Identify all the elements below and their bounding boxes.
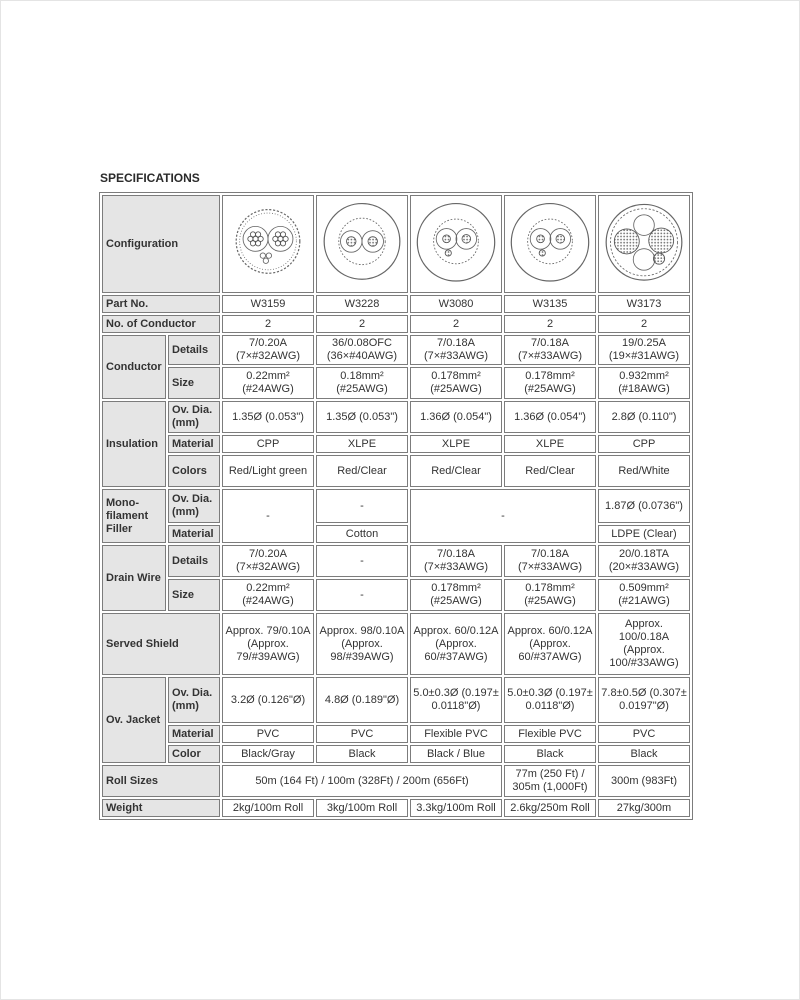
cell-configuration-w3080	[410, 195, 502, 293]
row-jacket-material	[102, 725, 690, 743]
cell-insulation-material: CPP	[222, 435, 314, 453]
section-label-ov-jacket: Ov. Jacket	[102, 677, 166, 763]
cell-insulation-colors: Red/Clear	[504, 455, 596, 487]
row-label-roll-sizes: Roll Sizes	[102, 765, 220, 797]
cell-drain-details: 7/0.20A (7×#32AWG)	[222, 545, 314, 577]
cable-cross-section-w3135-icon	[507, 198, 593, 290]
cell-part-no: W3080	[410, 295, 502, 313]
cell-jacket-ov-dia: 5.0±0.3Ø (0.197± 0.0118"Ø)	[504, 677, 596, 723]
cell-insulation-material: XLPE	[410, 435, 502, 453]
row-label-colors: Colors	[168, 455, 220, 487]
cell-served-shield: Approx. 79/0.10A (Approx. 79/#39AWG)	[222, 613, 314, 675]
row-jacket-color	[102, 745, 690, 763]
row-label-served-shield: Served Shield	[102, 613, 220, 675]
row-label-ov-dia: Ov. Dia. (mm)	[168, 489, 220, 523]
cell-no-of-conductor: 2	[222, 315, 314, 333]
row-label-ov-dia: Ov. Dia. (mm)	[168, 401, 220, 433]
cell-served-shield: Approx. 98/0.10A (Approx. 98/#39AWG)	[316, 613, 408, 675]
row-jacket-ov-dia	[102, 677, 690, 723]
cell-drain-details: 7/0.18A (7×#33AWG)	[410, 545, 502, 577]
cell-weight: 3kg/100m Roll	[316, 799, 408, 817]
cell-drain-details: 7/0.18A (7×#33AWG)	[504, 545, 596, 577]
row-label-part-no: Part No.	[102, 295, 220, 313]
row-mono-filler-ov-dia	[102, 489, 690, 523]
cell-conductor-size: 0.18mm² (#25AWG)	[316, 367, 408, 399]
row-no-of-conductor	[102, 315, 690, 333]
row-label-configuration: Configuration	[102, 195, 220, 293]
cell-jacket-material: PVC	[316, 725, 408, 743]
cell-jacket-ov-dia: 5.0±0.3Ø (0.197± 0.0118"Ø)	[410, 677, 502, 723]
row-drain-wire-size	[102, 579, 690, 611]
cell-drain-details: -	[316, 545, 408, 577]
cell-part-no: W3135	[504, 295, 596, 313]
cell-insulation-material: CPP	[598, 435, 690, 453]
cell-drain-size: 0.509mm² (#21AWG)	[598, 579, 690, 611]
page-title: SPECIFICATIONS	[100, 171, 200, 185]
cell-insulation-ov-dia: 1.36Ø (0.054")	[410, 401, 502, 433]
cell-jacket-material: Flexible PVC	[410, 725, 502, 743]
row-insulation-material	[102, 435, 690, 453]
cell-served-shield: Approx. 60/0.12A (Approx. 60/#37AWG)	[504, 613, 596, 675]
cell-jacket-color: Black	[598, 745, 690, 763]
cell-mono-filler-material-w3173: LDPE (Clear)	[598, 525, 690, 543]
cell-conductor-details: 7/0.18A (7×#33AWG)	[410, 335, 502, 365]
cell-no-of-conductor: 2	[598, 315, 690, 333]
cell-jacket-color: Black / Blue	[410, 745, 502, 763]
row-conductor-size	[102, 367, 690, 399]
row-label-details: Details	[168, 545, 220, 577]
cell-part-no: W3173	[598, 295, 690, 313]
row-label-details: Details	[168, 335, 220, 365]
row-served-shield	[102, 613, 690, 675]
cell-jacket-material: PVC	[598, 725, 690, 743]
cell-conductor-size: 0.932mm² (#18AWG)	[598, 367, 690, 399]
cell-insulation-colors: Red/White	[598, 455, 690, 487]
cell-jacket-material: Flexible PVC	[504, 725, 596, 743]
cell-conductor-details: 19/0.25A (19×#31AWG)	[598, 335, 690, 365]
cell-insulation-ov-dia: 2.8Ø (0.110")	[598, 401, 690, 433]
cell-jacket-color: Black	[504, 745, 596, 763]
row-insulation-ov-dia	[102, 401, 690, 433]
cell-jacket-ov-dia: 3.2Ø (0.126"Ø)	[222, 677, 314, 723]
cell-jacket-ov-dia: 7.8±0.5Ø (0.307± 0.0197"Ø)	[598, 677, 690, 723]
cell-weight: 27kg/300m	[598, 799, 690, 817]
cable-cross-section-w3228-icon	[319, 198, 405, 290]
cell-part-no: W3228	[316, 295, 408, 313]
row-mono-filler-material	[102, 525, 690, 543]
cell-mono-filler-w3080-w3135: -	[410, 489, 596, 543]
cell-drain-size: 0.178mm² (#25AWG)	[410, 579, 502, 611]
row-roll-sizes	[102, 765, 690, 797]
cell-insulation-colors: Red/Clear	[316, 455, 408, 487]
row-label-material: Material	[168, 525, 220, 543]
cell-served-shield: Approx. 100/0.18A (Approx. 100/#33AWG)	[598, 613, 690, 675]
cell-insulation-material: XLPE	[316, 435, 408, 453]
cell-drain-size: 0.22mm² (#24AWG)	[222, 579, 314, 611]
row-label-no-of-conductor: No. of Conductor	[102, 315, 220, 333]
cell-roll-sizes-w3173: 300m (983Ft)	[598, 765, 690, 797]
cell-mono-filler-material-w3228: Cotton	[316, 525, 408, 543]
cell-configuration-w3159	[222, 195, 314, 293]
cell-conductor-details: 7/0.20A (7×#32AWG)	[222, 335, 314, 365]
cable-cross-section-w3080-icon	[413, 198, 499, 290]
row-label-ov-dia: Ov. Dia. (mm)	[168, 677, 220, 723]
cell-mono-filler-ov-dia-w3173: 1.87Ø (0.0736")	[598, 489, 690, 523]
cell-jacket-color: Black	[316, 745, 408, 763]
cell-roll-sizes-group: 50m (164 Ft) / 100m (328Ft) / 200m (656Ft)	[222, 765, 502, 797]
cell-drain-size: 0.178mm² (#25AWG)	[504, 579, 596, 611]
cell-insulation-material: XLPE	[504, 435, 596, 453]
cell-mono-filler-ov-dia-w3228: -	[316, 489, 408, 523]
section-label-insulation: Insulation	[102, 401, 166, 487]
cell-insulation-colors: Red/Light green	[222, 455, 314, 487]
cell-weight: 3.3kg/100m Roll	[410, 799, 502, 817]
cell-jacket-ov-dia: 4.8Ø (0.189"Ø)	[316, 677, 408, 723]
row-label-material: Material	[168, 725, 220, 743]
row-weight	[102, 799, 690, 817]
cell-weight: 2kg/100m Roll	[222, 799, 314, 817]
cell-no-of-conductor: 2	[316, 315, 408, 333]
cell-mono-filler-w3159: -	[222, 489, 314, 543]
row-drain-wire-details	[102, 545, 690, 577]
cell-jacket-color: Black/Gray	[222, 745, 314, 763]
cell-conductor-details: 7/0.18A (7×#33AWG)	[504, 335, 596, 365]
cell-no-of-conductor: 2	[410, 315, 502, 333]
row-label-size: Size	[168, 367, 220, 399]
cell-weight: 2.6kg/250m Roll	[504, 799, 596, 817]
row-label-size: Size	[168, 579, 220, 611]
cable-cross-section-w3173-icon	[601, 198, 687, 290]
cell-insulation-ov-dia: 1.36Ø (0.054")	[504, 401, 596, 433]
cell-served-shield: Approx. 60/0.12A (Approx. 60/#37AWG)	[410, 613, 502, 675]
cell-drain-details: 20/0.18TA (20×#33AWG)	[598, 545, 690, 577]
section-label-conductor: Conductor	[102, 335, 166, 399]
cell-roll-sizes-w3135: 77m (250 Ft) / 305m (1,000Ft)	[504, 765, 596, 797]
row-conductor-details	[102, 335, 690, 365]
cell-conductor-size: 0.22mm² (#24AWG)	[222, 367, 314, 399]
cell-configuration-w3173	[598, 195, 690, 293]
cell-jacket-material: PVC	[222, 725, 314, 743]
cell-conductor-size: 0.178mm² (#25AWG)	[410, 367, 502, 399]
row-label-material: Material	[168, 435, 220, 453]
cell-configuration-w3135	[504, 195, 596, 293]
cell-part-no: W3159	[222, 295, 314, 313]
cell-no-of-conductor: 2	[504, 315, 596, 333]
row-configuration	[102, 195, 690, 293]
section-label-drain-wire: Drain Wire	[102, 545, 166, 611]
cell-conductor-size: 0.178mm² (#25AWG)	[504, 367, 596, 399]
row-part-no	[102, 295, 690, 313]
spec-sheet	[99, 171, 705, 820]
cell-insulation-colors: Red/Clear	[410, 455, 502, 487]
cell-insulation-ov-dia: 1.35Ø (0.053")	[222, 401, 314, 433]
specifications-table	[99, 192, 693, 820]
row-label-weight: Weight	[102, 799, 220, 817]
cell-conductor-details: 36/0.08OFC (36×#40AWG)	[316, 335, 408, 365]
section-label-mono-filler: Mono-filament Filler	[102, 489, 166, 543]
row-insulation-colors	[102, 455, 690, 487]
cell-insulation-ov-dia: 1.35Ø (0.053")	[316, 401, 408, 433]
cell-configuration-w3228	[316, 195, 408, 293]
cable-cross-section-w3159-icon	[225, 198, 311, 290]
cell-drain-size: -	[316, 579, 408, 611]
row-label-color: Color	[168, 745, 220, 763]
